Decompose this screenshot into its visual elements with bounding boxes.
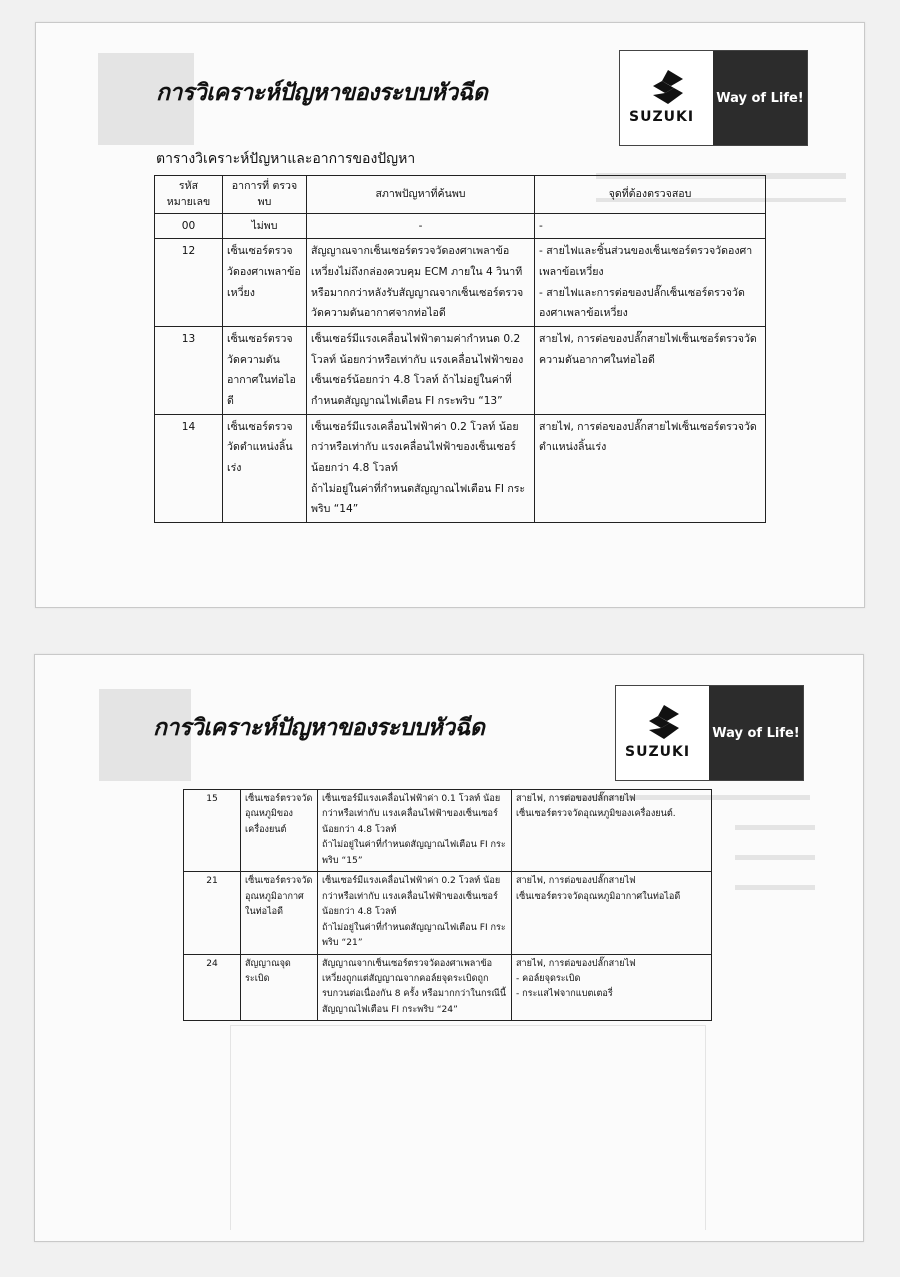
- document-page-1: [35, 22, 865, 608]
- row-code: 21: [184, 872, 241, 954]
- check-line: ความดันอากาศในท่อไอดี: [539, 353, 655, 366]
- row-check: [512, 872, 712, 954]
- ghost-line: [735, 855, 815, 860]
- logo-dark-panel: [709, 686, 803, 780]
- check-line: สายไฟ, การต่อของปลั๊กสายไฟ: [516, 794, 636, 804]
- suzuki-wordmark: SUZUKI: [625, 744, 691, 760]
- tagline-text: Way of Life!: [712, 725, 800, 741]
- check-line: เซ็นเซอร์ตรวจวัดอุณหภูมิของเครื่องยนต์.: [516, 809, 676, 820]
- row-code: 13: [155, 327, 223, 415]
- row-code: 14: [155, 414, 223, 522]
- table-title: ตารางวิเคราะห์ปัญหาและอาการของปัญหา: [156, 151, 416, 167]
- condition-line: เซ็นเซอร์มีแรงเคลื่อนไฟฟ้าค่า 0.1 โวลท์ น้อยกว่าหรือเท่ากับ แรงเคลื่อนไฟฟ้าของเซ็นเซอร์ น้อยกว่า 4.8 โวลท์: [322, 794, 501, 835]
- row-check: [535, 239, 766, 327]
- check-line: - กระแสไฟจากแบตเตอรี่: [516, 989, 613, 1000]
- header-symptom: อาการที่ ตรวจพบ: [223, 176, 307, 214]
- row-condition: เซ็นเซอร์มีแรงเคลื่อนไฟฟ้าตามค่ากำหนด 0.2 โวลท์ น้อยกว่าหรือเท่ากับ แรงเคลื่อนไฟฟ้าของเซ็นเซอร์น้อยกว่า 4.8 โวลท์ ถ้าไม่อยู่ในค่าที่กำหนดสัญญาณไฟเตือน FI กระพริบ “13”: [307, 327, 535, 415]
- row-symptom: เซ็นเซอร์ตรวจวัดความดันอากาศในท่อไอดี: [223, 327, 307, 415]
- condition-line: เซ็นเซอร์มีแรงเคลื่อนไฟฟ้าค่า 0.2 โวลท์ น้อยกว่าหรือเท่ากับ แรงเคลื่อนไฟฟ้าของเซ็นเซอร์น้อยกว่า 4.8 โวลท์: [322, 876, 501, 918]
- suzuki-logo-box: [619, 50, 808, 146]
- header-code: รหัส หมายเลข: [155, 176, 223, 214]
- table-row: [155, 327, 766, 415]
- row-symptom: เซ็นเซอร์ตรวจวัดอุณหภูมิของเครื่องยนต์: [241, 790, 318, 872]
- row-condition: -: [307, 213, 535, 239]
- table-row: [184, 790, 712, 872]
- check-line: - สายไฟและชิ้นส่วนของเซ็นเซอร์ตรวจวัดองศาเพลาข้อเหวี่ยง: [539, 245, 753, 279]
- row-condition: [307, 414, 535, 522]
- row-code: 15: [184, 790, 241, 872]
- ghost-line: [735, 825, 815, 830]
- ghost-line: [705, 1025, 706, 1230]
- condition-line: ถ้าไม่อยู่ในค่าที่กำหนดสัญญาณไฟเตือน FI กระพริบ “15”: [322, 840, 506, 866]
- check-line: - สายไฟและการต่อของปลั๊กเซ็นเซอร์ตรวจวัดองศาเพลาข้อเหวี่ยง: [539, 286, 745, 320]
- condition-line: ถ้าไม่อยู่ในค่าที่กำหนดสัญญาณไฟเตือน FI กระพริบ “14”: [311, 482, 526, 516]
- ghost-line: [230, 1025, 705, 1026]
- row-code: 00: [155, 213, 223, 239]
- diagnosis-table-1: [154, 175, 766, 523]
- check-line: สายไฟ, การต่อของปลั๊กสายไฟ: [516, 876, 636, 887]
- row-condition: [318, 872, 512, 954]
- row-code: 24: [184, 954, 241, 1021]
- header-check: จุดที่ต้องตรวจสอบ: [535, 176, 766, 214]
- document-page-2: [34, 654, 864, 1242]
- condition-line: เซ็นเซอร์มีแรงเคลื่อนไฟฟ้าค่า 0.2 โวลท์ น้อยกว่าหรือเท่ากับ แรงเคลื่อนไฟฟ้าของเซ็นเซอร์น้อยกว่า 4.8 โวลท์: [311, 420, 519, 475]
- row-symptom: เซ็นเซอร์ตรวจวัดองศาเพลาข้อเหวี่ยง: [223, 239, 307, 327]
- check-line: เซ็นเซอร์ตรวจวัดอุณหภูมิอากาศในท่อไอดี: [516, 891, 681, 902]
- page-heading: การวิเคราะห์ปัญหาของระบบหัวฉีด: [156, 80, 488, 106]
- table-row: [155, 414, 766, 522]
- tagline-text: Way of Life!: [716, 90, 804, 106]
- row-check: [512, 790, 712, 872]
- suzuki-s-icon: [653, 70, 683, 104]
- condition-line: ถ้าไม่อยู่ในค่าที่กำหนดสัญญาณไฟเตือน FI กระพริบ “21”: [322, 922, 506, 949]
- row-check: [535, 327, 766, 415]
- page-heading: การวิเคราะห์ปัญหาของระบบหัวฉีด: [153, 715, 485, 741]
- logo-white-panel: [616, 686, 709, 780]
- table-header-row: [155, 176, 766, 214]
- ghost-line: [735, 885, 815, 890]
- row-condition: [318, 790, 512, 872]
- row-symptom: ไม่พบ: [223, 213, 307, 239]
- check-line: - คอล์ยจุดระเบิด: [516, 973, 581, 984]
- suzuki-s-icon: [649, 705, 679, 739]
- logo-dark-panel: [713, 51, 807, 145]
- row-code: 12: [155, 239, 223, 327]
- table-row: [184, 954, 712, 1021]
- row-condition: สัญญาณจากเซ็นเซอร์ตรวจวัดองศาเพลาข้อเหวี่ยงถูกแต่สัญญาณจากคอล์ยจุดระเบิดถูกรบกวนต่อเนื่องกัน 8 ครั้ง หรือมากกว่าในกรณีนี้สัญญาณไฟเตือน FI กระพริบ “24”: [318, 954, 512, 1021]
- row-check: [512, 954, 712, 1021]
- table-row: [155, 213, 766, 239]
- row-symptom: เซ็นเซอร์ตรวจวัดอุณหภูมิอากาศในท่อไอดี: [241, 872, 318, 954]
- table-row: [184, 872, 712, 954]
- row-check: -: [535, 213, 766, 239]
- diagnosis-table-2: [183, 789, 712, 1021]
- suzuki-wordmark: SUZUKI: [629, 109, 695, 125]
- table-row: [155, 239, 766, 327]
- row-symptom: เซ็นเซอร์ตรวจวัดตำแหน่งลิ้นเร่ง: [223, 414, 307, 522]
- row-check: สายไฟ, การต่อของปลั๊กสายไฟเซ็นเซอร์ตรวจวัดตำแหน่งลิ้นเร่ง: [535, 414, 766, 522]
- logo-white-panel: [620, 51, 713, 145]
- check-line: สายไฟ, การต่อของปลั๊กสายไฟ: [516, 958, 636, 969]
- row-symptom: สัญญาณจุดระเบิด: [241, 954, 318, 1021]
- suzuki-logo-box: [615, 685, 804, 781]
- ghost-line: [230, 1025, 231, 1230]
- check-line: สายไฟ, การต่อของปลั๊กสายไฟเซ็นเซอร์ตรวจวัด: [539, 333, 757, 346]
- header-condition: สภาพปัญหาที่ค้นพบ: [307, 176, 535, 214]
- row-condition: สัญญาณจากเซ็นเซอร์ตรวจวัดองศาเพลาข้อเหวี่ยงไม่ถึงกล่องควบคุม ECM ภายใน 4 วินาที หรือมากกว่าหลังรับสัญญาณจากเซ็นเซอร์ตรวจวัดความดันอากาศจากท่อไอดี: [307, 239, 535, 327]
